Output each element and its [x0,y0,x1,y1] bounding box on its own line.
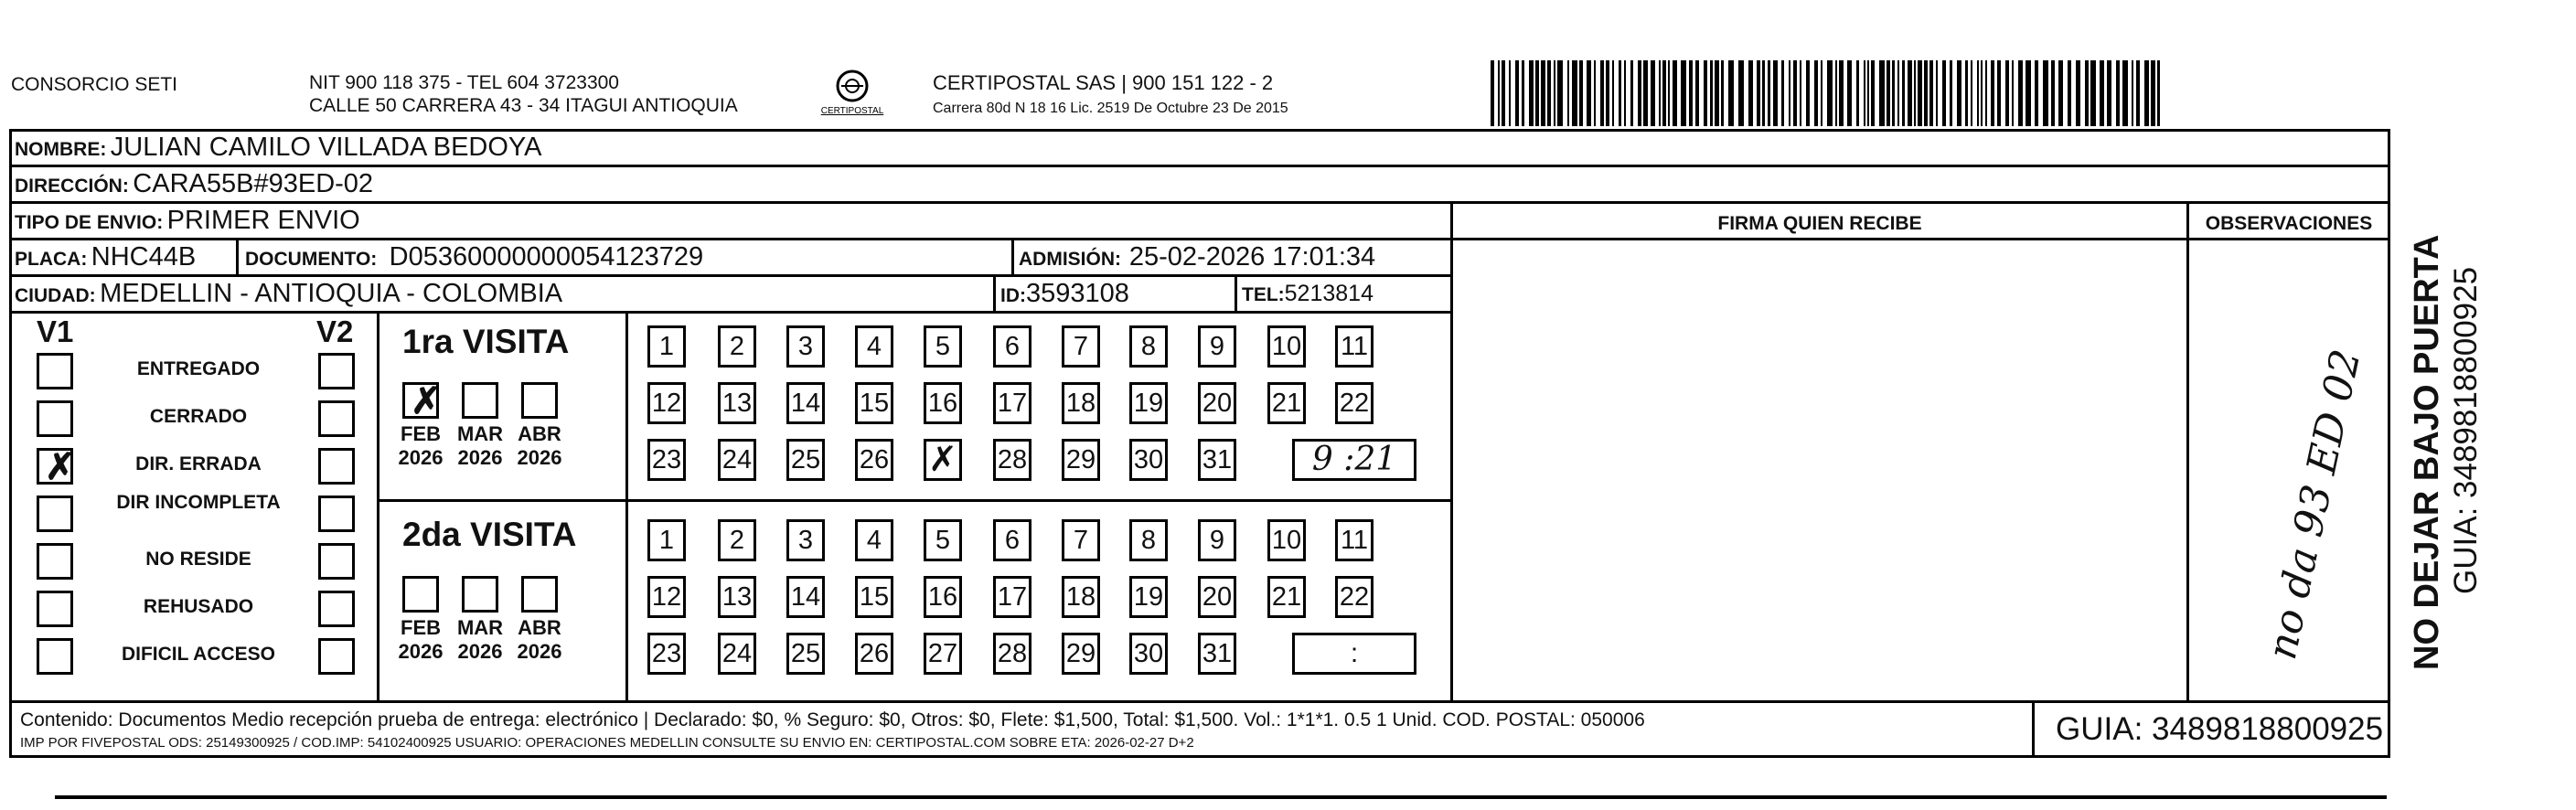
barcode-bar [1638,60,1641,126]
placa-value: NHC44B [91,242,197,272]
barcode-bar [1789,60,1790,126]
month-label: FEB 2026 [398,616,444,663]
day-box[interactable]: 1 [647,325,686,368]
documento-row [245,241,703,277]
barcode-bar [1600,60,1604,126]
day-box[interactable]: 10 [1267,519,1306,561]
barcode-bar [2107,60,2111,126]
status-label: ENTREGADO [136,358,261,379]
day-box[interactable]: 31 [1198,633,1236,675]
v2-checkbox[interactable] [318,543,355,580]
day-box[interactable]: 31 [1198,439,1236,481]
barcode-bar [2122,60,2128,126]
barcode-bar [1659,60,1661,126]
documento-value: D05360000000054123729 [389,242,704,272]
barcode-bar [1587,60,1591,126]
barcode-bar [1965,60,1968,126]
barcode-bar [2157,60,2160,126]
barcode-bar [1547,60,1551,126]
barcode-bar [1936,60,1938,126]
month-checkbox[interactable] [402,576,439,613]
barcode-bar [1897,60,1899,126]
tipo-label: TIPO DE ENVIO: [15,212,164,233]
barcode-bar [1914,60,1916,126]
tel-label: TEL: [1242,284,1285,305]
day-box[interactable]: 18 [1062,382,1100,424]
barcode-bar [1728,60,1734,126]
barcode-bar [2043,60,2048,126]
day-box[interactable]: 11 [1335,325,1374,368]
nombre-row [15,132,541,167]
day-box[interactable]: 30 [1129,633,1168,675]
footer-print-info: IMP POR FIVEPOSTAL ODS: 25149300925 / COD.IMP: 54102400925 USUARIO: OPERACIONES MEDELLIN CONSULTE SU ENVIO EN: CERTIPOSTAL.COM SOBRE ETA: 2026-02-27 D+2 [20,735,1194,751]
day-box[interactable]: 25 [786,439,825,481]
day-box[interactable]: 3 [786,325,825,368]
month-checkbox[interactable] [402,381,442,421]
barcode-bar [1502,60,1505,126]
barcode-bar [1847,60,1852,126]
address-line: CALLE 50 CARRERA 43 - 34 ITAGUI ANTIOQUIA [309,95,738,116]
day-box[interactable]: 16 [924,576,962,618]
v1-checkbox[interactable] [37,638,73,675]
barcode-bar [1529,60,1534,126]
barcode-bar [1827,60,1833,126]
v2-checkbox[interactable] [318,591,355,627]
barcode-bar [1991,60,1994,126]
barcode-bar [1594,60,1596,126]
barcode-bar [1981,60,1983,126]
status-label: DIFICIL ACCESO [121,644,275,665]
barcode-bar [1715,60,1719,126]
barcode-bar [1606,60,1609,126]
day-box[interactable]: 13 [718,576,756,618]
barcode-bar [1781,60,1784,126]
month-checkbox[interactable] [521,382,558,419]
v1-header: V1 [37,314,74,348]
day-box[interactable]: 6 [993,519,1031,561]
day-box[interactable]: 8 [1129,325,1168,368]
tipo-value: PRIMER ENVIO [166,206,360,235]
barcode-bar [1704,60,1707,126]
month-label: MAR 2026 [456,422,504,469]
day-box[interactable]: 22 [1335,576,1374,618]
barcode-bar [1619,60,1621,126]
certipostal-logo [814,66,891,123]
v1-checkbox[interactable] [37,353,73,389]
barcode-bar [2116,60,2120,126]
day-box[interactable]: 12 [647,382,686,424]
barcode-bar [1689,60,1693,126]
barcode-bar [1522,60,1524,126]
v2-checkbox[interactable] [318,400,355,437]
day-box[interactable]: 3 [786,519,825,561]
day-box[interactable]: 2 [718,519,756,561]
logo-text: CERTIPOSTAL [820,106,884,116]
v2-checkbox[interactable] [318,638,355,675]
barcode-bar [1541,60,1545,126]
day-box[interactable]: 1 [647,519,686,561]
barcode-bar [1821,60,1822,126]
barcode-bar [1924,60,1928,126]
barcode-bar [1806,60,1810,126]
barcode-bar [1695,60,1699,126]
barcode-bar [1757,60,1760,126]
barcode-bar [2026,60,2031,126]
barcode-bar [1572,60,1577,126]
day-box[interactable]: 24 [718,633,756,675]
barcode-bar [2035,60,2038,126]
time-box[interactable]: 9 :21 [1292,439,1416,481]
day-box[interactable]: 24 [718,439,756,481]
status-label: REHUSADO [143,596,254,617]
barcode-bar [1871,60,1875,126]
month-checkbox[interactable] [521,576,558,613]
footer-guia: GUIA: 3489818800925 [2056,711,2384,747]
day-box[interactable]: 4 [855,519,893,561]
tipo-row [15,205,360,240]
barcode-bar [1929,60,1933,126]
side-warning: NO DEJAR BAJO PUERTA [2408,234,2446,670]
day-box[interactable]: 20 [1198,576,1236,618]
barcode-bar [1997,60,2001,126]
barcode-bar [1673,60,1677,126]
barcode-bar [1681,60,1686,126]
first-visit-title: 1ra VISITA [402,323,570,360]
v1-checkbox[interactable] [37,591,73,627]
ciudad-row [15,278,562,314]
day-box[interactable]: 9 [1198,325,1236,368]
month-label: ABR 2026 [517,616,562,663]
day-box[interactable]: 21 [1267,576,1306,618]
day-box-checked[interactable]: ✗ [924,439,962,481]
day-box[interactable]: 14 [786,382,825,424]
day-box[interactable]: 10 [1267,325,1306,368]
barcode-bar [1567,60,1569,126]
barcode-bar [2012,60,2014,126]
barcode-bar [1651,60,1655,126]
day-box[interactable]: 15 [855,576,893,618]
barcode-bar [1918,60,1922,126]
barcode-bar [2005,60,2009,126]
barcode-bar [1892,60,1895,126]
barcode-bar [1839,60,1844,126]
barcode-bar [1773,60,1778,126]
barcode-bar [2076,60,2080,126]
barcode-bar [1762,60,1765,126]
firma-label: FIRMA QUIEN RECIBE [1717,213,1922,234]
admision-row [1019,241,1375,277]
barcode [1491,60,2163,126]
day-box[interactable]: 15 [855,382,893,424]
admision-label: ADMISIÓN: [1019,249,1121,270]
barcode-bar [2151,60,2155,126]
day-box[interactable]: 12 [647,576,686,618]
barcode-bar [2100,60,2104,126]
barcode-bar [2051,60,2055,126]
status-label: CERRADO [149,406,248,427]
barcode-bar [1612,60,1614,126]
day-box[interactable]: 28 [993,633,1031,675]
barcode-bar [1800,60,1801,126]
barcode-bar [1977,60,1979,126]
time-box[interactable]: : [1292,633,1416,675]
barcode-bar [1867,60,1869,126]
day-box[interactable]: 5 [924,325,962,368]
check-mark-icon: ✗ [45,447,76,487]
v2-checkbox[interactable] [318,448,355,485]
barcode-bar [2090,60,2096,126]
day-box[interactable]: 17 [993,382,1031,424]
barcode-bar [1721,60,1724,126]
handwritten-observation: no da 93 ED 02 [2259,345,2370,664]
barcode-bar [2018,60,2023,126]
month-checkbox[interactable] [462,382,498,419]
nombre-value: JULIAN CAMILO VILLADA BEDOYA [110,133,542,162]
company-name: CONSORCIO SETI [11,74,178,95]
barcode-bar [1856,60,1859,126]
barcode-bar [1579,60,1583,126]
day-box[interactable]: 18 [1062,576,1100,618]
barcode-bar [1668,60,1670,126]
day-box[interactable]: 22 [1335,382,1374,424]
day-box[interactable]: 14 [786,576,825,618]
day-box[interactable]: 2 [718,325,756,368]
footer-content: Contenido: Documentos Medio recepción prueba de entrega: electrónico | Declarado: $0, % Seguro: $0, Otros: $0, Flete: $1,500, Total: $1,500. Vol.: 1*1*1. 0.5 1 Unid. COD. POSTAL: 050006 [20,709,1645,730]
barcode-bar [1509,60,1511,126]
ciudad-value: MEDELLIN - ANTIOQUIA - COLOMBIA [100,279,563,308]
day-box[interactable]: 29 [1062,439,1100,481]
v2-checkbox[interactable] [318,496,355,532]
barcode-bar [1643,60,1648,126]
barcode-bar [1902,60,1905,126]
day-box[interactable]: 9 [1198,519,1236,561]
barcode-bar [2144,60,2149,126]
second-visit-title: 2da VISITA [402,516,577,553]
month-checkbox[interactable] [462,576,498,613]
barcode-bar [2058,60,2063,126]
admision-value: 25-02-2026 17:01:34 [1128,242,1376,272]
barcode-bar [1887,60,1890,126]
barcode-bar [1793,60,1797,126]
barcode-bar [1738,60,1744,126]
barcode-bar [2068,60,2071,126]
barcode-bar [1491,60,1494,126]
v1-checkbox[interactable] [37,543,73,580]
direccion-value: CARA55B#93ED-02 [133,169,374,198]
day-box[interactable]: 20 [1198,382,1236,424]
barcode-bar [2132,60,2133,126]
ciudad-label: CIUDAD: [15,285,96,306]
courier-line: CERTIPOSTAL SAS | 900 151 122 - 2 [933,71,1274,94]
day-box[interactable]: 30 [1129,439,1168,481]
day-box[interactable]: 27 [924,633,962,675]
barcode-bar [1662,60,1666,126]
status-label: NO RESIDE [145,549,251,570]
barcode-bar [1535,60,1539,126]
barcode-bar [1942,60,1946,126]
status-label: DIR. ERRADA [135,453,262,474]
direccion-label: DIRECCIÓN: [15,176,129,197]
month-label: FEB 2026 [398,422,444,469]
day-box[interactable]: 23 [647,439,686,481]
courier-address: Carrera 80d N 18 16 Lic. 2519 De Octubre 23 De 2015 [933,101,1288,116]
nit-line: NIT 900 118 375 - TEL 604 3723300 [309,72,619,93]
side-guia: GUIA: 3489818800925 [2448,266,2484,594]
observaciones-label: OBSERVACIONES [2205,213,2373,234]
day-box[interactable]: 19 [1129,576,1168,618]
id-row [1000,278,1129,314]
day-box[interactable]: 16 [924,382,962,424]
day-box[interactable]: 7 [1062,325,1100,368]
check-mark-icon: ✗ [411,381,442,421]
day-box[interactable]: 23 [647,633,686,675]
barcode-bar [1908,60,1912,126]
barcode-bar [1768,60,1770,126]
placa-label: PLACA: [15,249,88,270]
id-value: 3593108 [1026,279,1129,308]
barcode-bar [1971,60,1972,126]
documento-label: DOCUMENTO: [245,249,378,270]
barcode-bar [1630,60,1633,126]
day-box[interactable]: 13 [718,382,756,424]
barcode-bar [1879,60,1885,126]
day-box[interactable]: 26 [855,439,893,481]
day-box[interactable]: 28 [993,439,1031,481]
v2-checkbox[interactable] [318,353,355,389]
day-box[interactable]: 26 [855,633,893,675]
month-label: ABR 2026 [517,422,562,469]
barcode-bar [1554,60,1555,126]
month-label: MAR 2026 [456,616,504,663]
id-label: ID: [1000,285,1026,306]
barcode-bar [1557,60,1563,126]
barcode-bar [1710,60,1713,126]
day-box[interactable]: 25 [786,633,825,675]
tel-value: 5213814 [1284,281,1374,306]
day-box[interactable]: 7 [1062,519,1100,561]
barcode-bar [1957,60,1961,126]
day-box[interactable]: 21 [1267,382,1306,424]
v1-checkbox[interactable] [37,496,73,532]
placa-row [15,241,196,277]
day-box[interactable]: 8 [1129,519,1168,561]
barcode-bar [2136,60,2140,126]
day-box[interactable]: 17 [993,576,1031,618]
barcode-bar [1950,60,1952,126]
barcode-bar [1624,60,1626,126]
barcode-bar [1498,60,1500,126]
barcode-bar [1748,60,1753,126]
day-box[interactable]: 5 [924,519,962,561]
barcode-bar [1985,60,1987,126]
barcode-bar [1515,60,1519,126]
direccion-row [15,168,373,204]
day-box[interactable]: 4 [855,325,893,368]
barcode-bar [1814,60,1818,126]
day-box[interactable]: 19 [1129,382,1168,424]
v2-header: V2 [316,314,354,348]
v1-checkbox[interactable] [37,400,73,437]
v1-checkbox[interactable] [37,447,76,487]
tel-row [1242,278,1374,313]
day-box[interactable]: 11 [1335,519,1374,561]
barcode-bar [1835,60,1837,126]
barcode-bar [1864,60,1865,126]
barcode-bar [2085,60,2089,126]
day-box[interactable]: 29 [1062,633,1100,675]
status-label: DIR INCOMPLETA [116,492,281,513]
nombre-label: NOMBRE: [15,139,107,160]
day-box[interactable]: 6 [993,325,1031,368]
